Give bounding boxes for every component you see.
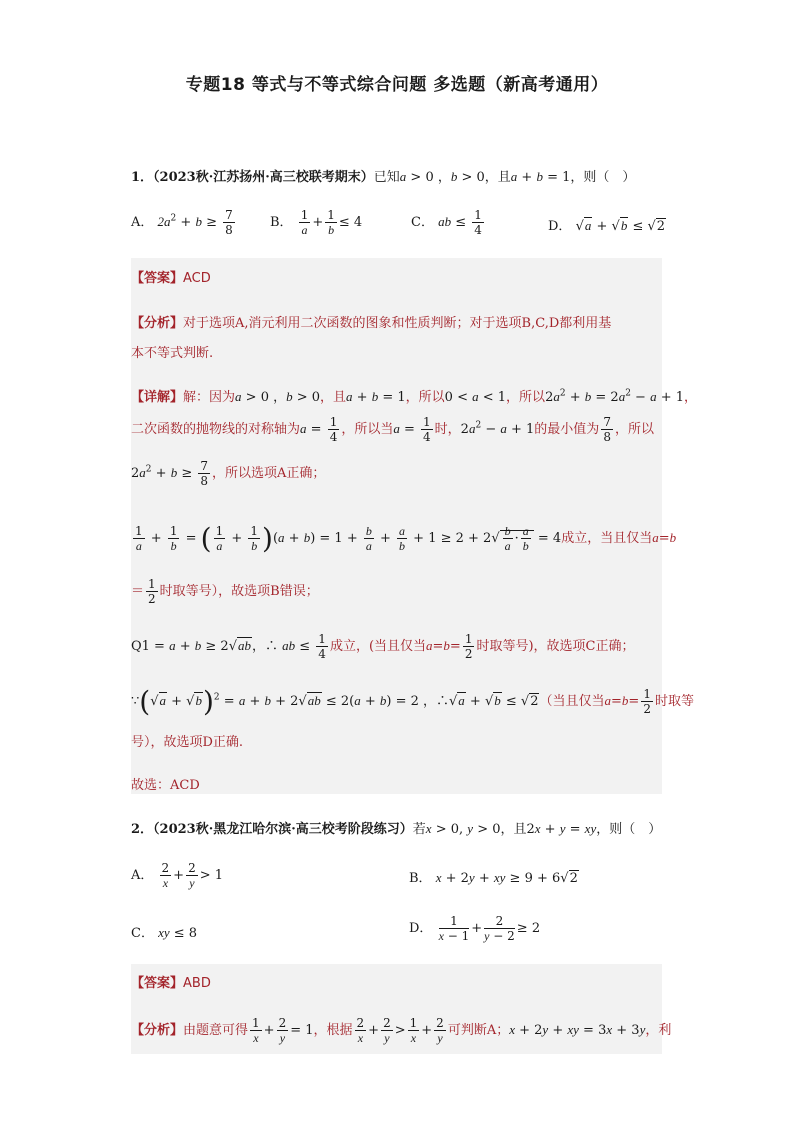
page-title: 专题18 等式与不等式综合问题 多选题（新高考通用） — [185, 75, 609, 95]
detail-line-8: 号），故选项D正确. — [131, 735, 244, 750]
detail-line-7: ∵(√a + √b)$^2$ = a + b + 2√ab ≤ 2(a + b) = 2 ，∴√a + √b ≤ √2（当且仅当a=b= $\frac{1}{2}$ 时取等 — [131, 685, 694, 718]
detail-line-1: 【详解】解：因为a > 0 ，b > 0，且a + b = 1，所以0 < a < 1，所以$2a^2 + b = 2a^2 - a + 1$， — [131, 388, 698, 405]
answer-tag: 【答案】 — [131, 271, 184, 286]
question-number: 2． — [131, 822, 154, 837]
analysis-tag: 【分析】 — [131, 316, 184, 331]
option-label: D． — [548, 219, 572, 234]
option-d: D． √a + √b ≤ √2 — [548, 218, 666, 234]
option-label: B． — [270, 215, 293, 230]
detail-line-3: $2a^2 + b$ ≥ $\frac{7}{8}$ ，所以选项A正确； — [131, 459, 326, 488]
analysis-line-2: 本不等式判断. — [131, 346, 214, 361]
detail-line-5: ＝ $\frac{1}{2}$ 时取等号），故选项B错误； — [131, 577, 319, 606]
answer-value: ABD — [183, 976, 211, 991]
option-label: C． — [411, 215, 434, 230]
question-source: （2023秋·黑龙江哈尔滨·高三校考阶段练习） — [153, 822, 413, 837]
option-label: C． — [131, 926, 154, 941]
answer-tag: 【答案】 — [131, 976, 184, 991]
final-choice: 故选：ACD — [131, 778, 200, 793]
option-c: C． xy ≤ 8 — [131, 925, 198, 941]
option-b: B． $\frac{1}{a}$ + $\frac{1}{b}$ ≤ 4 — [270, 208, 363, 237]
option-d: D． $\frac{1}{x - 1}$ + $\frac{2}{y - 2}$ ≥ 2 — [409, 914, 541, 943]
option-a: A． $2a^2 + b$ ≥ $\frac{7}{8}$ — [131, 208, 233, 237]
question-text: 已知a > 0 ，b > 0，且a + b = 1，则（ ） — [373, 169, 636, 185]
question-text: 若x > 0, y > 0，且2x + y = xy，则（ ） — [412, 821, 662, 837]
analysis-line-1: 【分析】由题意可得 $\frac{1}{x}$ + $\frac{2}{y}$ = 1，根据 $\frac{2}{x}$ + $\frac{2}{y}$ > $\frac{1}{x}$ + $\frac{2}{y}$ 可判断A；x + 2y + xy = 3x + 3y，利 — [131, 1016, 672, 1045]
option-label: B． — [409, 871, 432, 886]
option-c: C． ab ≤ $\frac{1}{4}$ — [411, 208, 482, 237]
analysis-line-1 — [131, 312, 611, 331]
option-b: B． x + 2y + xy ≥ 9 + 6√2 — [409, 870, 578, 886]
option-a: A． $\frac{2}{x}$ + $\frac{2}{y}$ > 1 — [131, 861, 224, 890]
option-label: D． — [409, 921, 433, 936]
detail-line-2: 二次函数的抛物线的对称轴为a = $\frac{1}{4}$ ，所以当a = $\frac{1}{4}$ 时，$2a^2 - a + 1$的最小值为 $\frac{7}{8}$ ，所以 — [131, 415, 654, 444]
answer-value: ACD — [183, 271, 211, 286]
analysis-tag: 【分析】 — [131, 1023, 184, 1038]
detail-line-4: $\frac{1}{a}$ + $\frac{1}{b}$ = ( $\frac{1}{a}$ + $\frac{1}{b}$ )(a + b) = 1 + $\frac{b}{a}$ + $\frac{a}{b}$ + 1 ≥ 2 + 2√ $\frac{b}{a}$ · $\frac{a}{b}$ = 4成立，当且仅当a=b — [135, 522, 677, 555]
question-source: （2023秋·江苏扬州·高三校联考期末） — [153, 170, 374, 185]
answer-line — [131, 972, 211, 991]
answer-line — [131, 267, 211, 286]
option-label: A． — [131, 868, 154, 883]
question-2-stem — [131, 818, 661, 837]
question-number: 1． — [131, 170, 154, 185]
detail-tag: 【详解】 — [131, 390, 184, 405]
analysis-text: 对于选项A,消元利用二次函数的图象和性质判断；对于选项B,C,D都利用基 — [183, 316, 612, 331]
question-1-stem — [131, 166, 635, 185]
detail-line-6: Q1 = a + b ≥ 2√ab，∴ ab ≤ $\frac{1}{4}$ 成立，(当且仅当a=b= $\frac{1}{2}$ 时取等号)，故选项C正确； — [131, 632, 635, 661]
option-label: A． — [131, 215, 154, 230]
